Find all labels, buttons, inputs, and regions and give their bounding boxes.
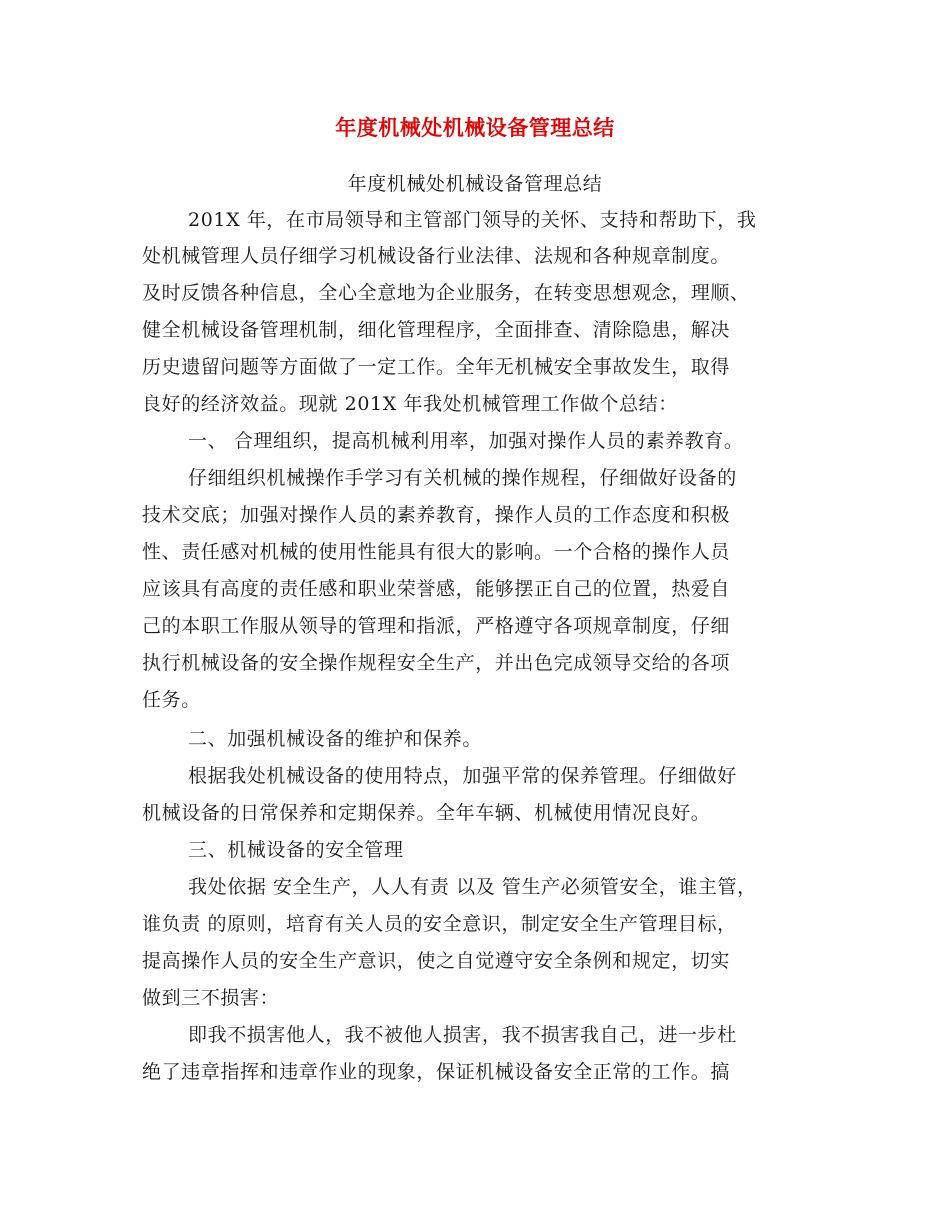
paragraph-line: 201X 年，在市局领导和主管部门领导的关怀、支持和帮助下，我 [188,209,757,231]
paragraph-line: 技术交底；加强对操作人员的素养教育，操作人员的工作态度和积极 [142,504,731,526]
document-title: 年度机械处机械设备管理总结 [335,116,615,140]
paragraph-line: 任务。 [142,689,201,711]
paragraph-line: 健全机械设备管理机制，细化管理程序，全面排查、清除隐患，解决 [142,319,731,341]
paragraph-line: 做到三不损害： [142,987,280,1009]
paragraph-line: 执行机械设备的安全操作规程安全生产，并出色完成领导交给的各项 [142,652,731,674]
paragraph-line: 即我不损害他人，我不被他人损害，我不损害我自己，进一步杜 [188,1024,737,1046]
paragraph-line: 己的本职工作服从领导的管理和指派，严格遵守各项规章制度，仔细 [142,615,731,637]
paragraph-line: 历史遗留问题等方面做了一定工作。全年无机械安全事故发生，取得 [142,356,731,378]
paragraph-line: 及时反馈各种信息，全心全意地为企业服务，在转变思想观念，理顺、 [142,282,750,304]
section-heading: 一、 合理组织，提高机械利用率，加强对操作人员的素养教育。 [188,430,744,452]
paragraph-line: 性、责任感对机械的使用性能具有很大的影响。一个合格的操作人员 [142,541,731,563]
paragraph-line: 仔细组织机械操作手学习有关机械的操作规程，仔细做好设备的 [188,467,737,489]
paragraph-line: 处机械管理人员仔细学习机械设备行业法律、法规和各种规章制度。 [142,245,731,267]
document-subtitle: 年度机械处机械设备管理总结 [347,173,603,195]
paragraph-line: 我处依据 安全生产，人人有责 以及 管生产必须管安全，谁主管， [188,876,757,898]
paragraph-line: 良好的经济效益。现就 201X 年我处机械管理工作做个总结： [142,393,678,415]
paragraph-line: 应该具有高度的责任感和职业荣誉感，能够摆正自己的位置，热爱自 [142,578,731,600]
paragraph-line: 谁负责 的原则，培育有关人员的安全意识，制定安全生产管理目标， [142,913,737,935]
paragraph-line: 绝了违章指挥和违章作业的现象，保证机械设备安全正常的工作。搞 [142,1061,731,1083]
section-heading: 二、加强机械设备的维护和保养。 [188,728,483,750]
paragraph-line: 机械设备的日常保养和定期保养。全年车辆、机械使用情况良好。 [142,802,711,824]
paragraph-line: 提高操作人员的安全生产意识，使之自觉遵守安全条例和规定，切实 [142,950,731,972]
paragraph-line: 根据我处机械设备的使用特点，加强平常的保养管理。仔细做好 [188,765,737,787]
section-heading: 三、机械设备的安全管理 [188,839,404,861]
